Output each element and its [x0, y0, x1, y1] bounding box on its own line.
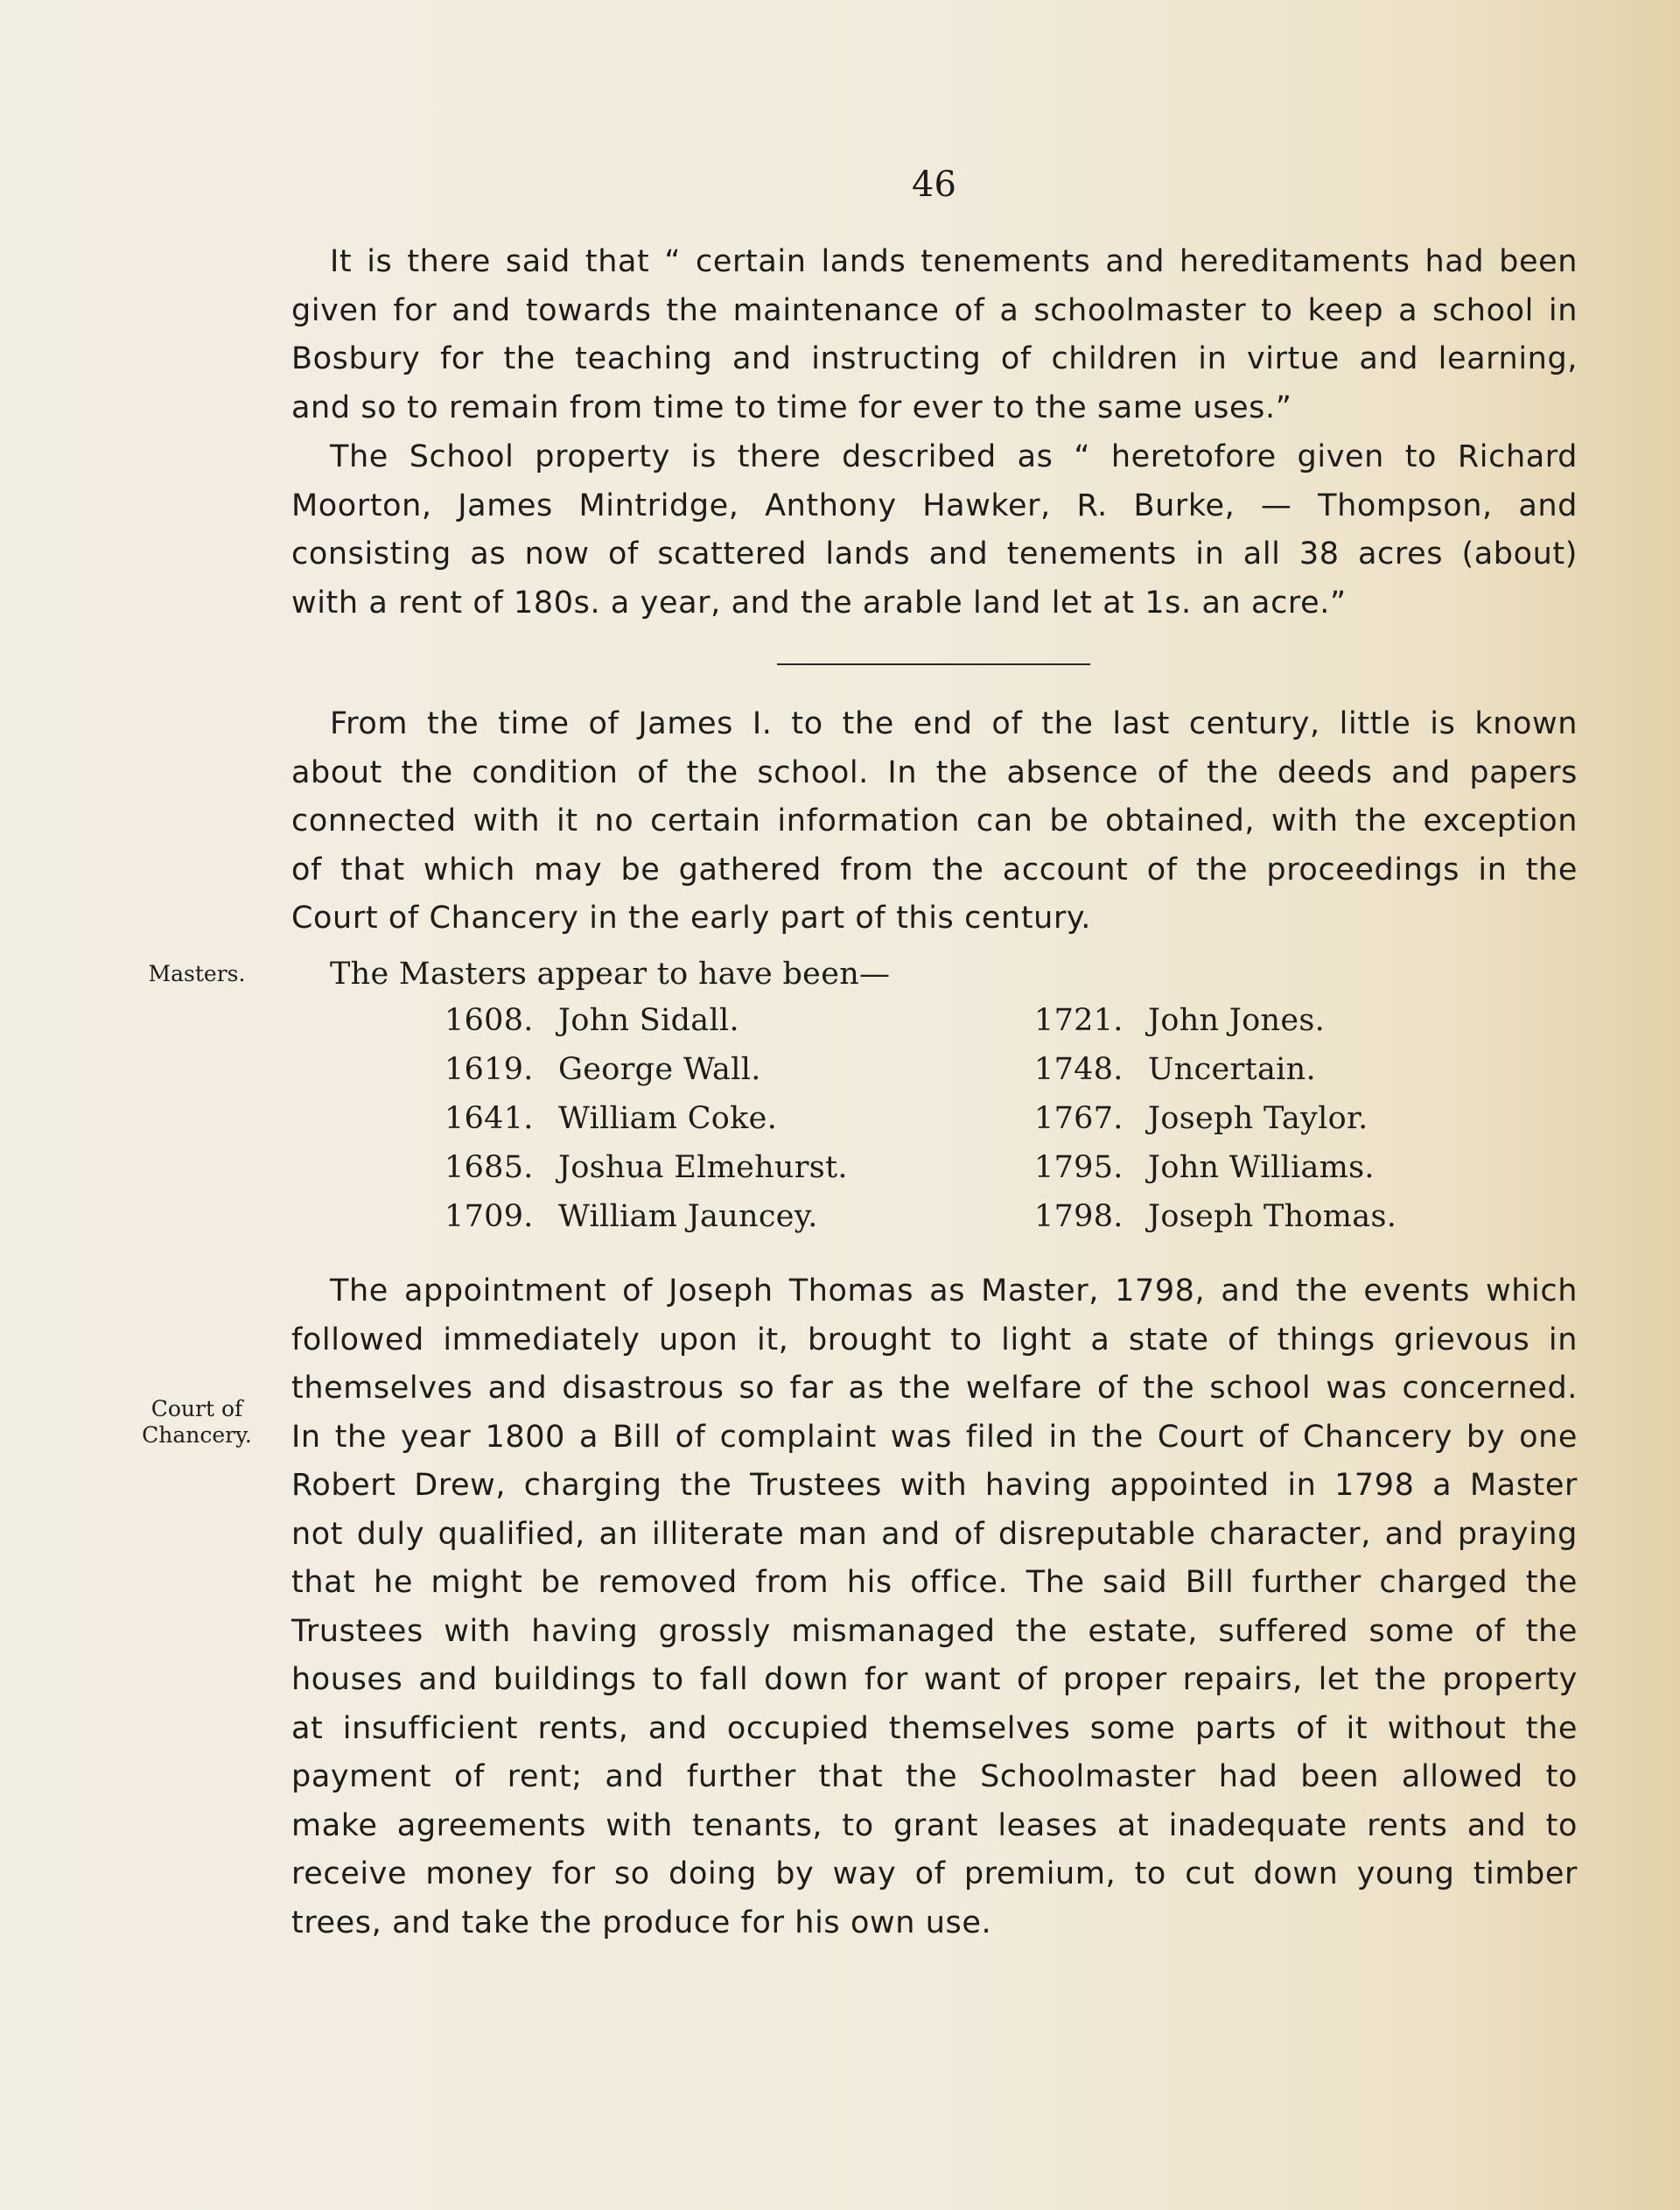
master-name: William Jauncey.: [558, 1199, 818, 1234]
text-line: make agreements with tenants, to grant leases at inadequate rents and to: [291, 1807, 1578, 1843]
text-line: followed immediately upon it, brought to light a state of things grievous in: [291, 1322, 1578, 1358]
master-year: 1748.: [1034, 1052, 1124, 1087]
paragraph-chancery-complaint: [291, 1267, 1578, 1947]
sidenote-court-of-chancery: [122, 1396, 271, 1449]
text-line: In the year 1800 a Bill of complaint was filed in the Court of Chancery by one: [291, 1419, 1578, 1455]
text-line: given for and towards the maintenance of a schoolmaster to keep a school in: [291, 292, 1578, 328]
master-name: John Jones.: [1148, 1003, 1326, 1038]
master-name: George Wall.: [558, 1052, 761, 1087]
master-year: 1795.: [1034, 1150, 1124, 1185]
text-line: Court of Chancery in the early part of this century.: [291, 901, 1091, 936]
text-line: with a rent of 180s. a year, and the arable land let at 1s. an acre.”: [291, 585, 1347, 621]
text-line: It is there said that “ certain lands tenements and hereditaments had been: [330, 244, 1578, 279]
text-line: at insufficient rents, and occupied themselves some parts of it without the: [291, 1710, 1578, 1746]
master-year: 1798.: [1034, 1199, 1124, 1234]
text-line: not duly qualified, an illiterate man and of disreputable character, and praying: [291, 1516, 1578, 1552]
master-entry: [1034, 1192, 1396, 1241]
text-line: From the time of James I. to the end of the last century, little is known: [330, 706, 1578, 741]
text-line: houses and buildings to fall down for want of proper repairs, let the property: [291, 1662, 1578, 1697]
text-line: themselves and disastrous so far as the welfare of the school was concerned.: [291, 1371, 1578, 1406]
master-entry: [444, 1192, 848, 1241]
text-line: about the condition of the school. In the absence of the deeds and papers: [291, 754, 1578, 790]
paragraph-school-history: [291, 700, 1578, 944]
text-line: consisting as now of scattered lands and tenements in all 38 acres (about): [291, 537, 1578, 572]
sidenote-line: Court of: [150, 1396, 243, 1421]
master-year: 1721.: [1034, 1003, 1124, 1038]
master-year: 1685.: [444, 1150, 534, 1185]
master-entry: [1034, 996, 1396, 1045]
master-name: John Sidall.: [558, 1003, 739, 1038]
master-name: Uncertain.: [1148, 1052, 1316, 1087]
text-line: Moorton, James Mintridge, Anthony Hawker, R. Burke, — Thompson, and: [291, 488, 1578, 523]
master-name: Joseph Taylor.: [1148, 1101, 1368, 1136]
master-entry: [444, 996, 848, 1045]
text-line: that he might be removed from his office. The said Bill further charged the: [291, 1565, 1578, 1600]
master-entry: [444, 1143, 848, 1192]
text-line: connected with it no certain information can be obtained, with the exception: [291, 803, 1578, 838]
text-line: of that which may be gathered from the account of the proceedings in the: [291, 852, 1578, 888]
master-year: 1709.: [444, 1199, 534, 1234]
master-entry: [1034, 1143, 1396, 1192]
text-line: trees, and take the produce for his own use.: [291, 1905, 992, 1940]
text-line: and so to remain from time to time for ever to the same uses.”: [291, 389, 1292, 425]
master-name: John Williams.: [1148, 1150, 1375, 1185]
master-year: 1608.: [444, 1003, 534, 1038]
master-entry: [1034, 1094, 1396, 1143]
master-year: 1641.: [444, 1101, 534, 1136]
sidenote-masters: Masters.: [148, 961, 246, 986]
masters-list-left: [444, 996, 848, 1241]
page-number: 46: [912, 165, 956, 205]
master-entry: [444, 1094, 848, 1143]
master-name: William Coke.: [558, 1101, 778, 1136]
sidenote-line: Chancery.: [142, 1422, 252, 1448]
section-divider: [777, 663, 1090, 665]
text-line: receive money for so doing by way of premium, to cut down young timber: [291, 1856, 1578, 1891]
text-line: The School property is there described as “ heretofore given to Richard: [330, 439, 1578, 474]
master-entry: [444, 1045, 848, 1094]
masters-intro: The Masters appear to have been—: [330, 957, 891, 992]
master-name: Joseph Thomas.: [1148, 1199, 1397, 1234]
text-line: Bosbury for the teaching and instructing of children in virtue and learning,: [291, 341, 1578, 376]
master-entry: [1034, 1045, 1396, 1094]
text-line: payment of rent; and further that the Schoolmaster had been allowed to: [291, 1759, 1578, 1794]
paragraph-statute-quote: [291, 238, 1578, 432]
master-year: 1619.: [444, 1052, 534, 1087]
text-line: Trustees with having grossly mismanaged the estate, suffered some of the: [291, 1613, 1578, 1649]
text-line: Robert Drew, charging the Trustees with having appointed in 1798 a Master: [291, 1468, 1578, 1503]
master-year: 1767.: [1034, 1101, 1124, 1136]
masters-list-right: [1034, 996, 1396, 1241]
master-name: Joshua Elmehurst.: [558, 1150, 848, 1185]
text-line: The appointment of Joseph Thomas as Master, 1798, and the events which: [330, 1273, 1578, 1308]
paragraph-school-property: [291, 433, 1578, 628]
